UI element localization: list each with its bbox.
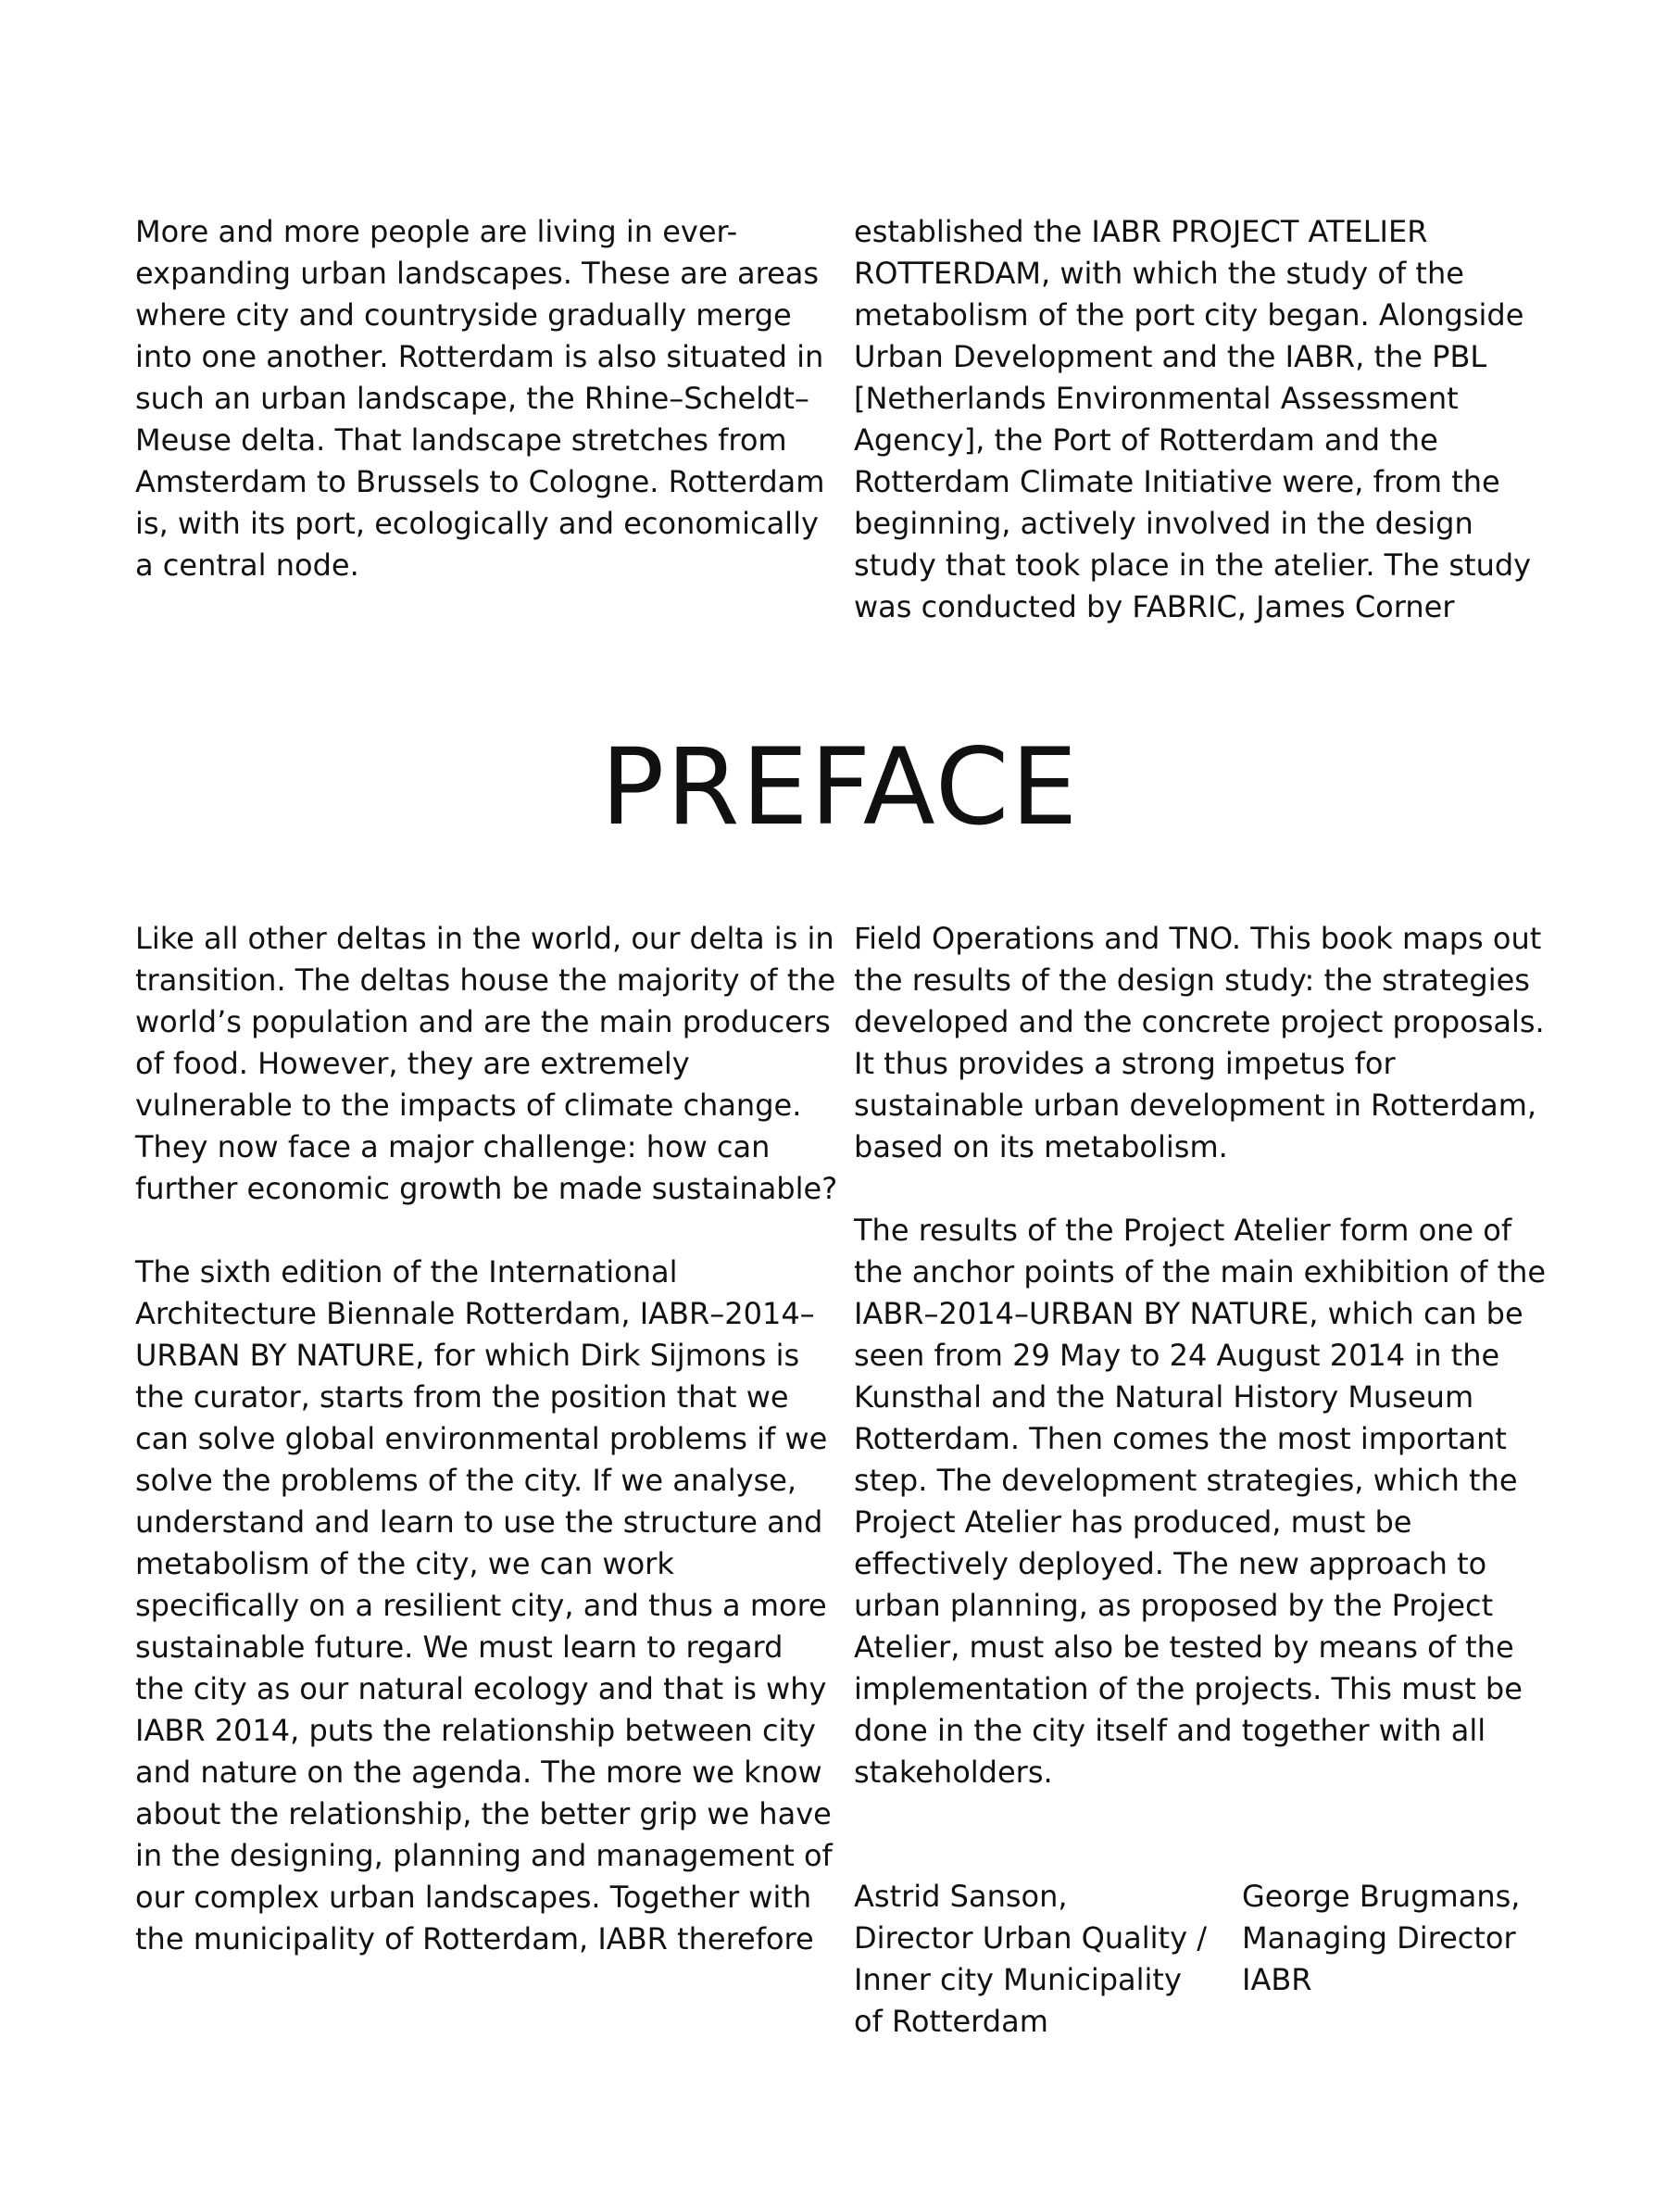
signature-line: IABR — [1242, 1962, 1312, 1997]
signature-name: Astrid Sanson, — [854, 1879, 1068, 1914]
bottom-right-column — [854, 918, 1558, 1793]
paragraph: More and more people are living in ever-expanding urban landscapes. These are areas where city and countryside gradually merge into one another. Rotterdam is also situated in such an urban landscape, the Rhine–Scheldt–Meuse delta. That landscape stretches from Amsterdam to Brussels to Cologne. Rotterdam is, with its port, ecologically and economically a central node. — [135, 214, 825, 583]
signature-line: Managing Director — [1242, 1920, 1516, 1956]
paragraph: established the IABR PROJECT ATELIER ROTTERDAM, with which the study of the metabolism of the port city began. Alongside Urban Development and the IABR, the PBL [Netherlands Environmental Assessment Agency], the Port of Rotterdam and the Rotterdam Climate Initiative were, from the beginning, actively involved in the design study that took place in the atelier. The study was conducted by FABRIC, James Corner — [854, 214, 1532, 624]
paragraph: The sixth edition of the International Architecture Biennale Rotterdam, IABR–2014–URBAN BY NATURE, for which Dirk Sijmons is the curator, starts from the position that we can solve global environmental problems if we solve the problems of the city. If we analyse, understand and learn to use the structure and metabolism of the city, we can work specifically on a resilient city, and thus a more sustainable future. We must learn to regard the city as our natural ecology and that is why IABR 2014, puts the relationship between city and nature on the agenda. The more we know about the relationship, the better grip we have in the designing, planning and management of our complex urban landscapes. Together with the municipality of Rotterdam, IABR therefore — [135, 1254, 833, 1956]
signature-astrid-sanson — [854, 1876, 1207, 2043]
signature-line: Director Urban Quality / — [854, 1920, 1207, 1956]
top-left-column — [135, 211, 839, 586]
paragraph: The results of the Project Atelier form one of the anchor points of the main exhibition of the IABR–2014–URBAN BY NATURE, which can be seen from 29 May to 24 August 2014 in the Kunsthal and the Natural History Museum Rotterdam. Then comes the most important step. The development strategies, which the Project Atelier has produced, must be effectively deployed. The new approach to urban planning, as proposed by the Project Atelier, must also be tested by means of the implementation of the projects. This must be done in the city itself and together with all stakeholders. — [854, 1213, 1547, 1790]
top-right-column — [854, 211, 1558, 628]
signature-line: of Rotterdam — [854, 2004, 1048, 2039]
paragraph: Like all other deltas in the world, our delta is in transition. The deltas house the majority of the world’s population and are the main producers of food. However, they are extremely vulnerable to the impacts of climate change. They now face a major challenge: how can further economic growth be made sustainable? — [135, 921, 838, 1206]
page-title: PREFACE — [600, 725, 1080, 849]
paragraph: Field Operations and TNO. This book maps out the results of the design study: the strategies developed and the concrete project proposals. It thus provides a strong impetus for sustainable urban development in Rotterdam, based on its metabolism. — [854, 921, 1545, 1164]
signature-george-brugmans — [1242, 1876, 1520, 2001]
signature-name: George Brugmans, — [1242, 1879, 1521, 1914]
bottom-left-column — [135, 918, 839, 1960]
signature-line: Inner city Municipality — [854, 1962, 1182, 1997]
